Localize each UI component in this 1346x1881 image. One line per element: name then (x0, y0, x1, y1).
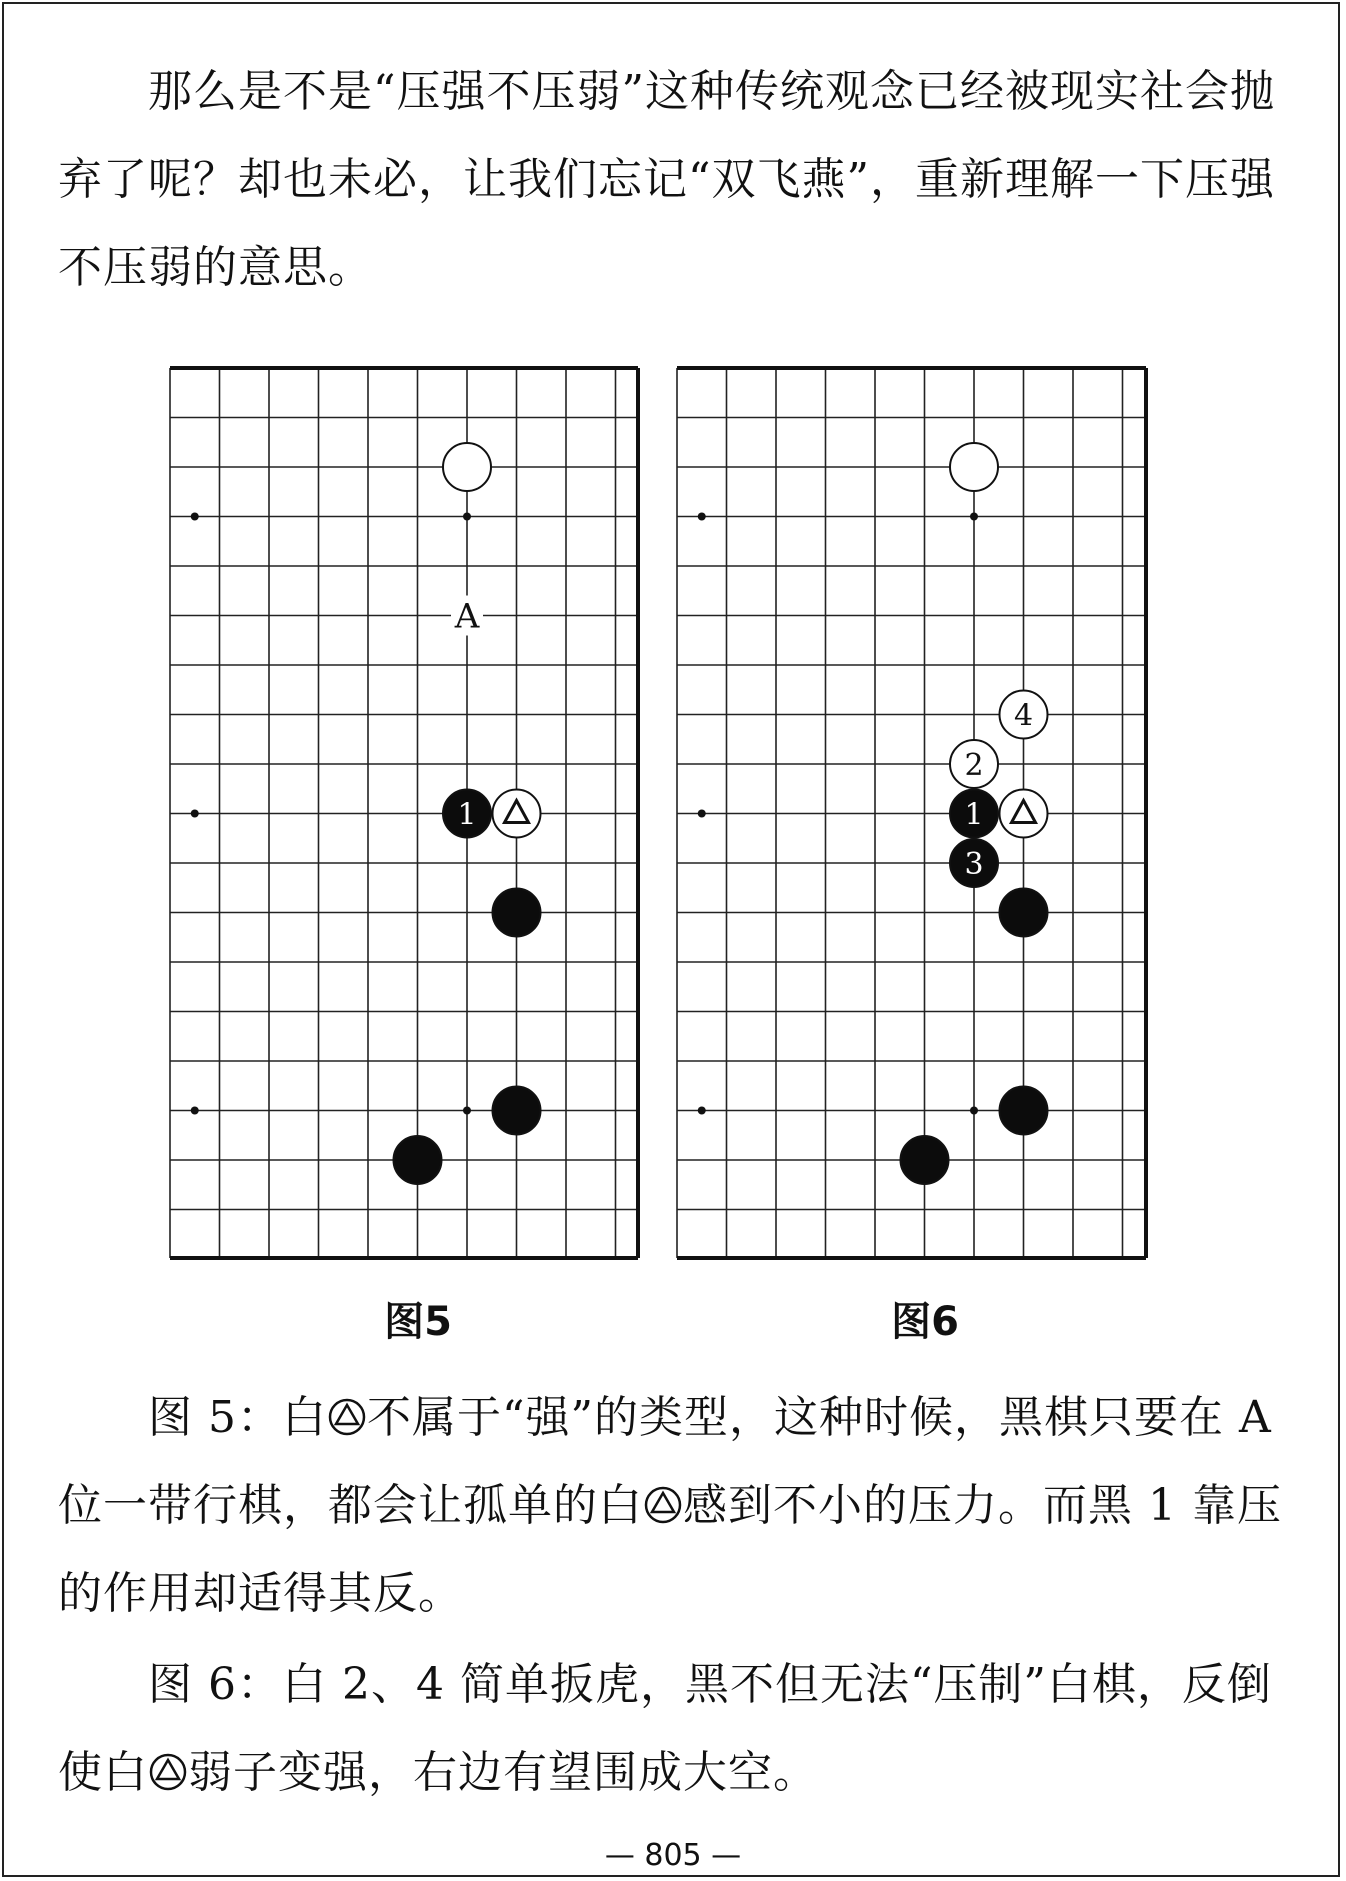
black-stone-1 (950, 790, 998, 838)
white-stone (443, 443, 491, 491)
point-label-A: A (454, 596, 480, 637)
triangle-stone-icon (643, 1485, 683, 1525)
white-stone-triangle (1000, 790, 1048, 838)
move-number: 1 (964, 797, 984, 833)
star-point (970, 513, 978, 521)
star-point (463, 1107, 471, 1115)
figure6-explanation: 图 6：白 2、4 简单扳虎，黑不但无法“压制”白棋，反倒使白 弱子变强，右边有望围成大空。 (58, 1659, 1272, 1798)
star-point (191, 1107, 199, 1115)
go-board-5 (170, 368, 638, 1345)
black-stone (493, 889, 541, 937)
move-number: 4 (1013, 698, 1034, 734)
star-point (698, 810, 706, 818)
star-point (191, 513, 199, 521)
white-stone-2 (950, 740, 998, 788)
page-number: — 805 — (604, 1838, 742, 1873)
move-number: 1 (457, 797, 477, 833)
move-number: 3 (964, 847, 984, 882)
star-point (698, 1107, 706, 1115)
star-point (191, 810, 199, 818)
black-stone-1 (443, 790, 491, 838)
white-stone (950, 443, 998, 491)
triangle-stone-icon (327, 1397, 367, 1437)
star-point (463, 513, 471, 521)
figure5-explanation: 图 5：白 不属于“强”的类型，这种时候，黑棋只要在 A 位一带行棋，都会让孤单的白 感到不小的压力。而黑 1 靠压的作用却适得其反。 (58, 1392, 1282, 1619)
white-stone-triangle (493, 790, 541, 838)
black-stone (394, 1136, 442, 1184)
star-point (970, 1107, 978, 1115)
black-stone-3 (950, 839, 998, 887)
move-number: 2 (964, 748, 984, 783)
figure-caption: 图6 (891, 1299, 959, 1345)
white-stone-4 (1000, 691, 1048, 739)
black-stone (1000, 889, 1048, 937)
black-stone (901, 1136, 949, 1184)
triangle-stone-icon (148, 1752, 188, 1792)
figure-caption: 图5 (384, 1299, 452, 1345)
star-point (698, 513, 706, 521)
go-board-6 (677, 368, 1146, 1345)
black-stone (1000, 1087, 1048, 1135)
black-stone (493, 1087, 541, 1135)
intro-paragraph: 那么是不是“压强不压弱”这种传统观念已经被现实社会抛弃了呢？却也未必，让我们忘记“双飞燕”，重新理解一下压强不压弱的意思。 (58, 66, 1275, 293)
